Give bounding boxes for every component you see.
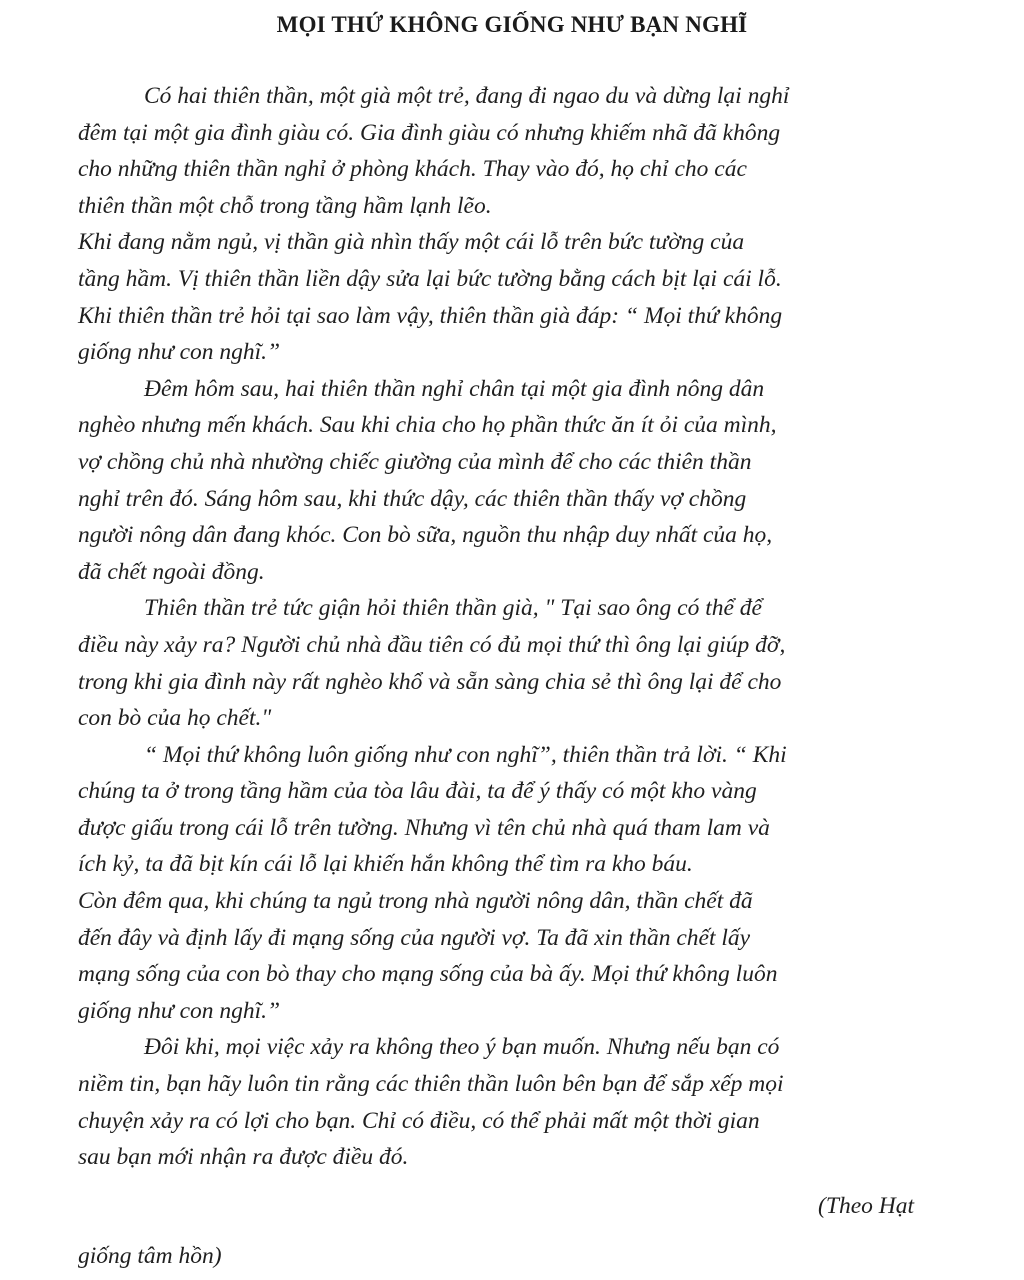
paragraph-line: được giấu trong cái lỗ trên tường. Nhưng vì tên chủ nhà quá tham lam và: [78, 814, 770, 841]
paragraph-line: con bò của họ chết.": [78, 705, 272, 732]
paragraph-line: cho những thiên thần nghỉ ở phòng khách. Thay vào đó, họ chỉ cho các: [78, 156, 747, 183]
paragraph-line: chuyện xảy ra có lợi cho bạn. Chỉ có điều, có thể phải mất một thời gian: [78, 1107, 760, 1134]
paragraph-line: giống như con nghĩ.”: [78, 997, 281, 1024]
paragraph-line: người nông dân đang khóc. Con bò sữa, nguồn thu nhập duy nhất của họ,: [78, 522, 773, 549]
paragraph-line: vợ chồng chủ nhà nhường chiếc giường của mình để cho các thiên thần: [78, 448, 752, 475]
paragraph-line: thiên thần một chỗ trong tầng hầm lạnh lẽo.: [78, 192, 492, 219]
paragraph-line: điều này xảy ra? Người chủ nhà đầu tiên có đủ mọi thứ thì ông lại giúp đỡ,: [78, 631, 786, 658]
paragraph-line: đến đây và định lấy đi mạng sống của người vợ. Ta đã xin thần chết lấy: [78, 924, 751, 951]
source-citation-continued: giống tâm hồn): [78, 1243, 222, 1270]
paragraph-line: nghèo nhưng mến khách. Sau khi chia cho họ phần thức ăn ít ỏi của mình,: [78, 412, 777, 439]
paragraph-line: trong khi gia đình này rất nghèo khổ và sẵn sàng chia sẻ thì ông lại để cho: [78, 668, 782, 695]
story-body: [78, 78, 950, 1275]
paragraph-line: Khi đang nằm ngủ, vị thần già nhìn thấy một cái lỗ trên bức tường của: [78, 229, 745, 256]
paragraph-line: ích kỷ, ta đã bịt kín cái lỗ lại khiến hắn không thể tìm ra kho báu.: [78, 851, 693, 878]
paragraph-line: tầng hầm. Vị thiên thần liền dậy sửa lại bức tường bằng cách bịt lại cái lỗ.: [78, 265, 782, 292]
paragraph-line: Thiên thần trẻ tức giận hỏi thiên thần già, " Tại sao ông có thể để: [144, 595, 762, 622]
paragraph-line: đêm tại một gia đình giàu có. Gia đình giàu có nhưng khiếm nhã đã không: [78, 119, 781, 146]
paragraph-line: Đêm hôm sau, hai thiên thần nghỉ chân tại một gia đình nông dân: [144, 375, 765, 402]
paragraph-line: “ Mọi thứ không luôn giống như con nghĩ”, thiên thần trả lời. “ Khi: [144, 741, 787, 768]
paragraph-line: niềm tin, bạn hãy luôn tin rằng các thiên thần luôn bên bạn để sắp xếp mọi: [78, 1071, 784, 1098]
paragraph-line: Có hai thiên thần, một già một trẻ, đang đi ngao du và dừng lại nghỉ: [144, 83, 790, 109]
source-citation: (Theo Hạt: [818, 1192, 914, 1219]
paragraph-line: đã chết ngoài đồng.: [78, 558, 265, 585]
paragraph-line: nghỉ trên đó. Sáng hôm sau, khi thức dậy, các thiên thần thấy vợ chồng: [78, 485, 747, 512]
paragraph-line: Khi thiên thần trẻ hỏi tại sao làm vậy, thiên thần già đáp: “ Mọi thứ không: [78, 302, 783, 329]
page-title: MỌI THỨ KHÔNG GIỐNG NHƯ BẠN NGHĨ: [276, 12, 748, 37]
paragraph-line: giống như con nghĩ.”: [78, 339, 281, 366]
paragraph-line: Đôi khi, mọi việc xảy ra không theo ý bạn muốn. Nhưng nếu bạn có: [144, 1034, 780, 1061]
paragraph-line: mạng sống của con bò thay cho mạng sống của bà ấy. Mọi thứ không luôn: [78, 961, 778, 988]
paragraph-line: chúng ta ở trong tầng hầm của tòa lâu đài, ta để ý thấy có một kho vàng: [78, 778, 757, 805]
paragraph-line: sau bạn mới nhận ra được điều đó.: [78, 1144, 409, 1171]
paragraph-line: Còn đêm qua, khi chúng ta ngủ trong nhà người nông dân, thần chết đã: [78, 888, 753, 915]
